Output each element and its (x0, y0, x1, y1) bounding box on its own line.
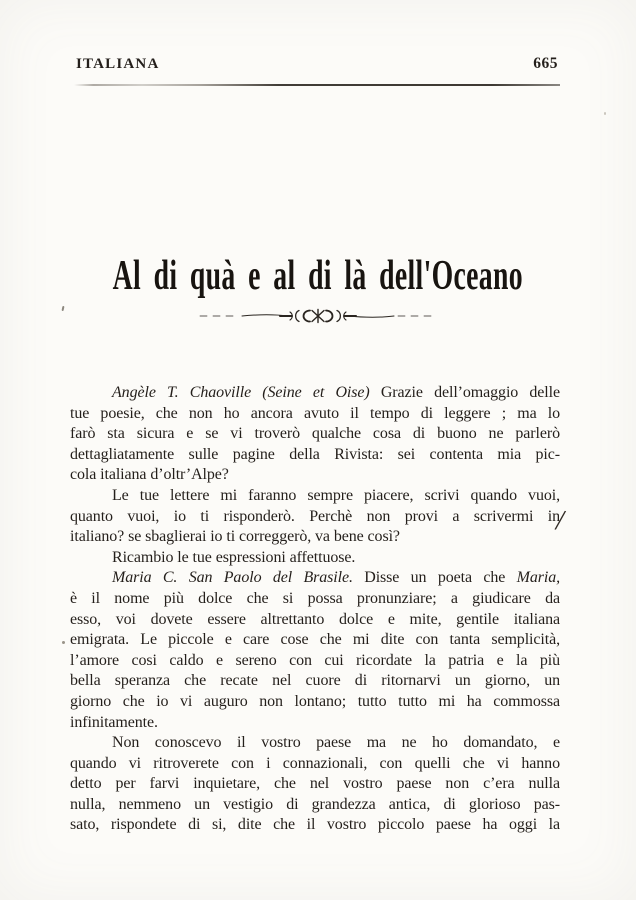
journal-title: ITALIANA (76, 56, 160, 72)
text-line (70, 527, 560, 548)
scan-speck (604, 112, 606, 115)
text-line (70, 671, 560, 692)
margin-slash-mark: / (553, 503, 568, 538)
page-header (76, 55, 558, 73)
body-text-segment: infinitamente. (70, 713, 158, 731)
body-text-segment: Ricambio le tue espressioni affettuose. (112, 548, 356, 566)
body-text-segment: dettagliatamente sulle pagine della Rivista: sei contenta mia pic- (70, 445, 560, 463)
body-text-segment: è il nome più dolce che si possa pronunziare; a giudicare da (70, 589, 560, 607)
page-number: 665 (533, 55, 558, 72)
paragraph (70, 383, 560, 486)
text-line (70, 713, 560, 734)
body-text-segment: l’amore cosi caldo e sereno con cui ricordate la patria e la più (70, 651, 560, 669)
paragraph (70, 486, 560, 548)
italic-text: Angèle T. Chaoville (Seine et Oise) (112, 384, 370, 401)
body-text-segment: giorno che io vi auguro non lontano; tutto tutto mi ha commossa (70, 692, 560, 710)
header-rule (74, 84, 560, 86)
body-text (70, 383, 560, 836)
text-line (70, 548, 560, 569)
text-line (70, 589, 560, 610)
text-line (70, 404, 560, 425)
text-line (70, 424, 560, 445)
italic-text: Maria C. San Paolo del Brasile. (112, 569, 353, 587)
body-text-segment: farò sta sicura e se vi troverò qualche cosa di buono ne parlerò (70, 425, 560, 443)
text-line (70, 610, 560, 631)
text-line (70, 651, 560, 672)
text-line (70, 486, 560, 507)
body-text-segment: esso, voi dovete essere altrettanto dolce e mite, gentile italiana (70, 610, 560, 628)
body-text-segment: italiano? se sbaglierai io ti correggerò, va bene così? (70, 528, 400, 546)
body-text-segment: cola italiana d’oltr’Alpe? (70, 466, 229, 484)
body-text-segment: Le tue lettere mi faranno sempre piacere, scrivi quando vuoi, (112, 486, 560, 504)
divider-row (0, 306, 636, 326)
body-text-segment: bella speranza che recate nel cuore di ritornarvi un giorno, un (70, 672, 560, 690)
paragraph (70, 568, 560, 733)
text-line (70, 630, 560, 651)
text-line (70, 692, 560, 713)
body-text-segment: Disse un poeta che (352, 569, 517, 587)
text-line (70, 445, 560, 466)
body-text-segment: detto per farvi inquietare, che nel vostro paese non c’era nulla (70, 775, 560, 793)
text-line (70, 815, 560, 836)
body-text-segment: quanto vuoi, io ti risponderò. Perchè non provi a scrivermi in (70, 507, 560, 525)
body-text-segment: emigrata. Le piccole e care cose che mi dite con tanta semplicità, (70, 631, 560, 649)
italic-text: Maria, (516, 569, 560, 587)
text-line (70, 774, 560, 795)
paragraph (70, 733, 560, 836)
text-line (70, 383, 560, 404)
body-text-segment: nulla, nemmeno un vestigio di grandezza antica, di glorioso pas- (70, 795, 560, 813)
body-text-segment: Grazie dell’omaggio delle (369, 384, 560, 401)
body-text-segment: tue poesie, che non ho ancora avuto il tempo di leggere ; ma lo (70, 404, 560, 422)
text-line (70, 795, 560, 816)
paragraph (70, 548, 560, 569)
body-text-segment: sato, rispondete di si, dite che il vostro piccolo paese ha oggi la (70, 816, 560, 834)
text-line (70, 754, 560, 775)
article-title: Al di quà e al di là dell'Oceano (112, 253, 524, 299)
fleuron-divider-icon (198, 306, 438, 326)
body-text-segment: quando vi ritroverete con i connazionali, con quelli che vi hanno (70, 754, 560, 772)
text-line (70, 733, 560, 754)
text-line (70, 465, 560, 486)
scan-speck (62, 641, 65, 644)
text-line (70, 568, 560, 589)
body-text-segment: Non conoscevo il vostro paese ma ne ho domandato, e (112, 734, 560, 752)
article-title-row (0, 250, 636, 302)
text-line (70, 507, 560, 528)
